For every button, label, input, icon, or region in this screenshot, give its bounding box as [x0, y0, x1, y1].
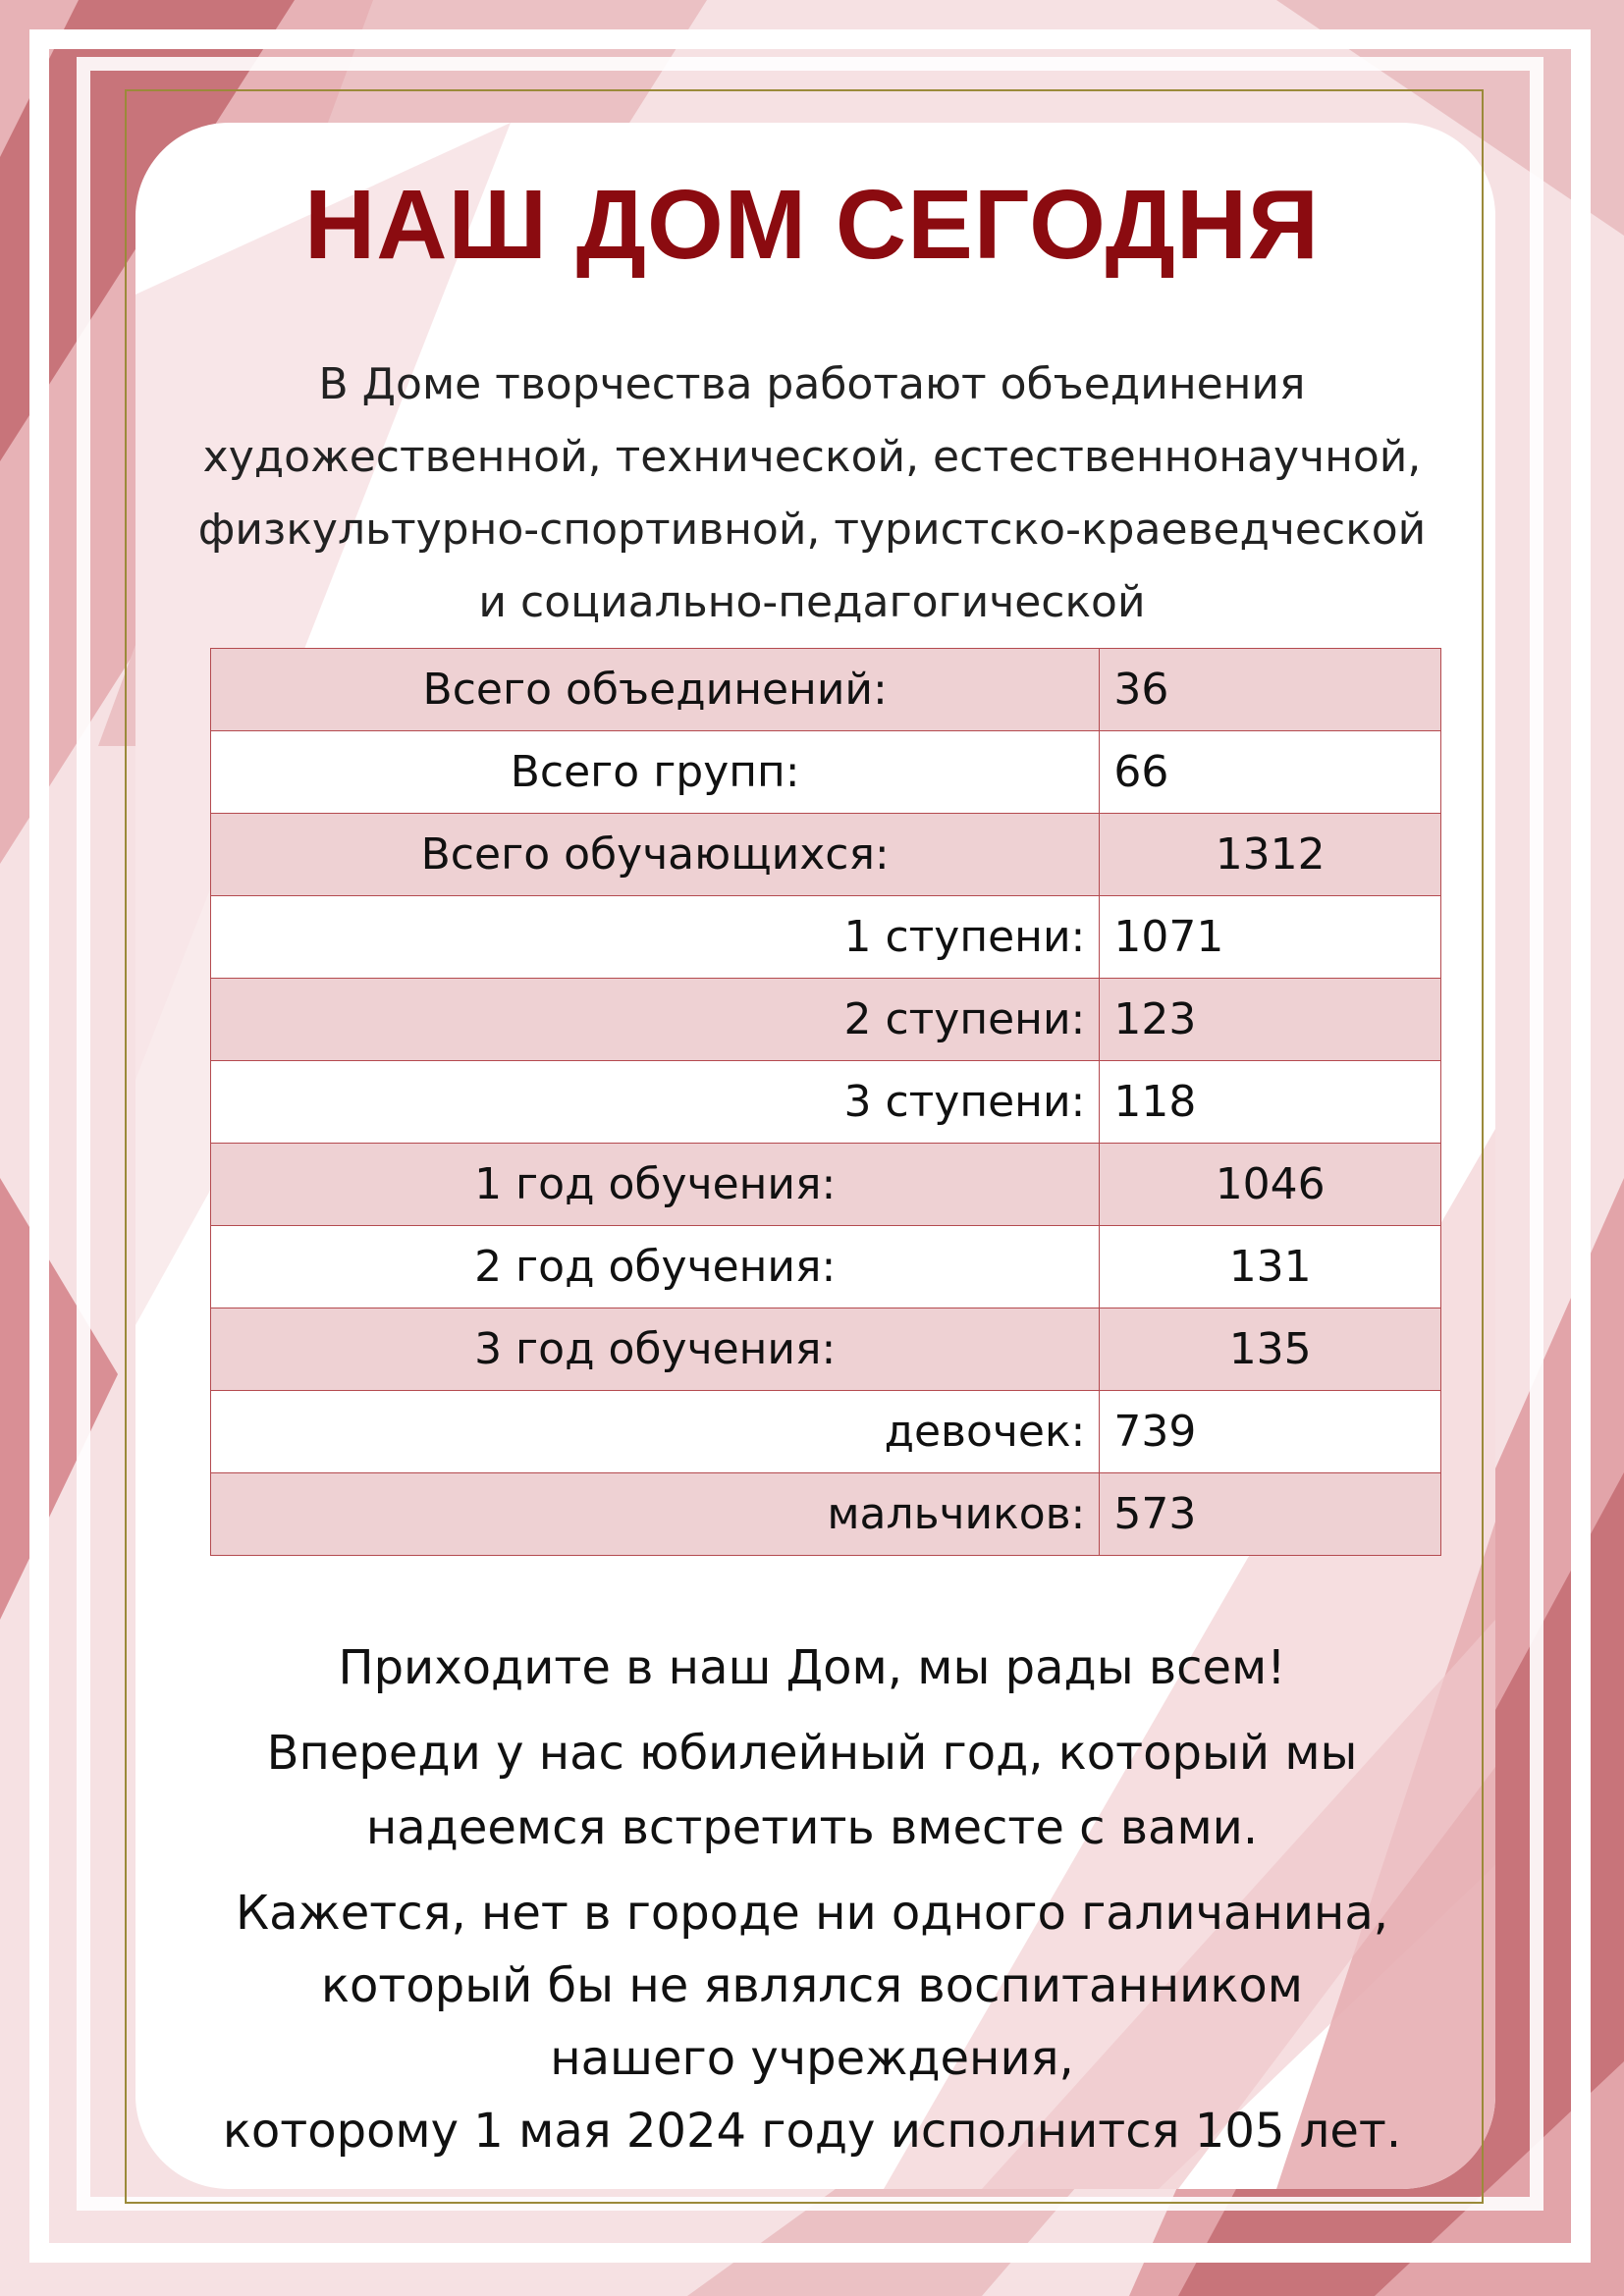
closing-line: нашего учреждения, [550, 2031, 1074, 2086]
stat-label: Всего обучающихся: [211, 814, 1100, 896]
table-row [211, 1391, 1441, 1473]
intro-line: В Доме творчества работают объединения [318, 359, 1306, 409]
stat-value: 1046 [1100, 1144, 1441, 1226]
stat-value: 118 [1100, 1061, 1441, 1144]
stat-value: 573 [1100, 1473, 1441, 1556]
stat-label: Всего объединений: [211, 649, 1100, 731]
closing-line: который бы не являлся воспитанником [321, 1958, 1303, 2013]
table-row [211, 1144, 1441, 1226]
stat-value: 66 [1100, 731, 1441, 814]
stat-label: 1 ступени: [211, 896, 1100, 979]
intro-line: и социально-педагогической [478, 577, 1146, 627]
stat-label: 2 год обучения: [211, 1226, 1100, 1308]
stat-label: 3 год обучения: [211, 1308, 1100, 1391]
table-row [211, 649, 1441, 731]
stat-value: 36 [1100, 649, 1441, 731]
jubilee-line: Впереди у нас юбилейный год, который мы [266, 1726, 1358, 1781]
welcome-text: Приходите в наш Дом, мы рады всем! [338, 1640, 1286, 1695]
stat-label: девочек: [211, 1391, 1100, 1473]
table-row [211, 896, 1441, 979]
closing-line: Кажется, нет в городе ни одного галичанина, [236, 1886, 1388, 1941]
intro-line: художественной, технической, естественнонаучной, [202, 432, 1422, 482]
table-row [211, 814, 1441, 896]
stat-value: 135 [1100, 1308, 1441, 1391]
table-row [211, 1308, 1441, 1391]
intro-line: физкультурно-спортивной, туристско-краеведческой [197, 505, 1427, 555]
statistics-table [210, 648, 1441, 1556]
stat-label: 1 год обучения: [211, 1144, 1100, 1226]
stat-label: 2 ступени: [211, 979, 1100, 1061]
poster-title: НАШ ДОМ СЕГОДНЯ [304, 170, 1320, 280]
table-row [211, 1226, 1441, 1308]
stat-value: 123 [1100, 979, 1441, 1061]
stat-value: 739 [1100, 1391, 1441, 1473]
jubilee-paragraph [147, 1716, 1477, 1865]
table-row [211, 1061, 1441, 1144]
closing-paragraph [147, 1877, 1477, 2167]
closing-line: которому 1 мая 2024 году исполнится 105 лет. [222, 2104, 1402, 2159]
intro-paragraph [147, 348, 1477, 639]
stat-value: 131 [1100, 1226, 1441, 1308]
stat-value: 1312 [1100, 814, 1441, 896]
stat-label: Всего групп: [211, 731, 1100, 814]
table-row [211, 1473, 1441, 1556]
table-row [211, 731, 1441, 814]
stat-label: мальчиков: [211, 1473, 1100, 1556]
stat-label: 3 ступени: [211, 1061, 1100, 1144]
stat-value: 1071 [1100, 896, 1441, 979]
jubilee-line: надеемся встретить вместе с вами. [365, 1800, 1259, 1855]
table-row [211, 979, 1441, 1061]
